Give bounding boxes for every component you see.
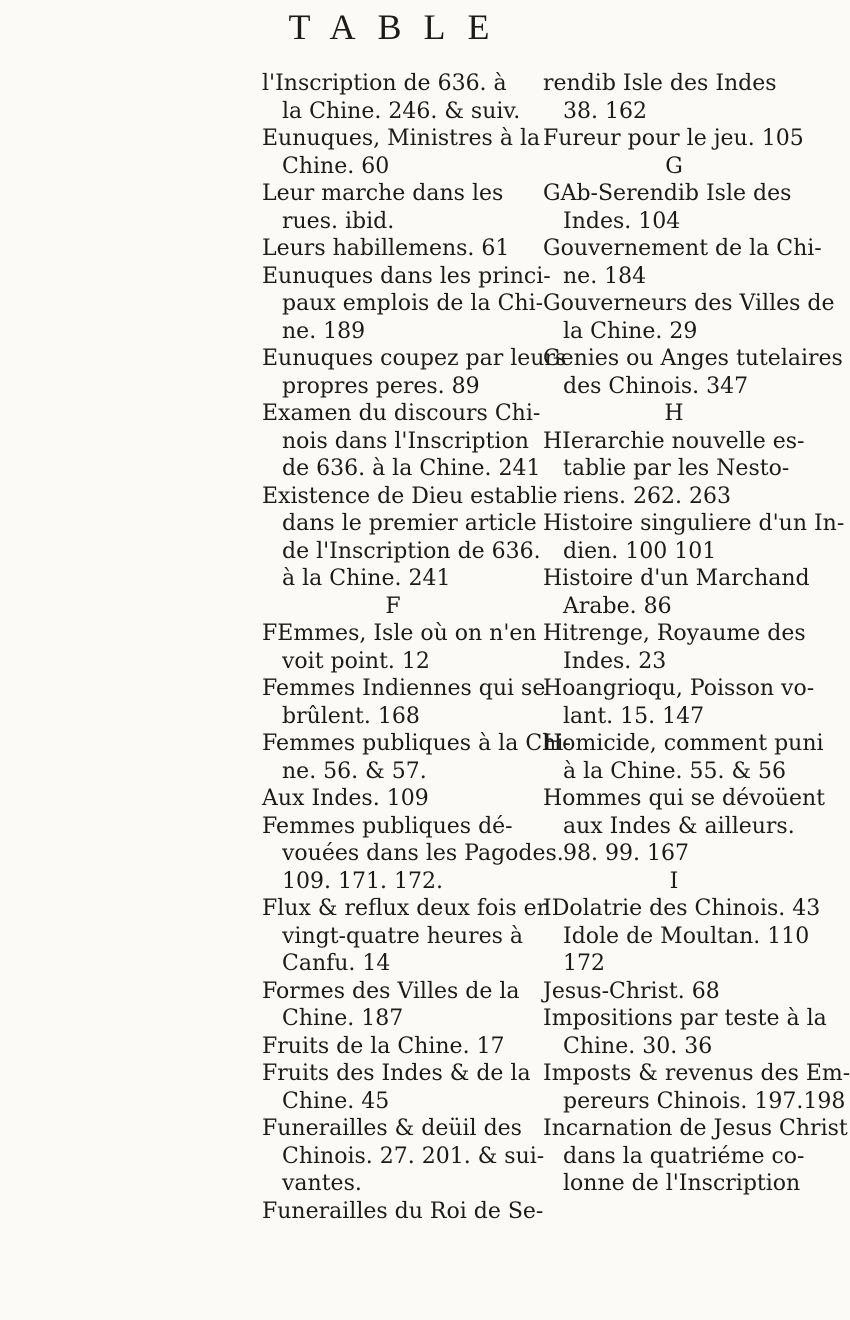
entry-line: Gouvernement de la Chi- — [543, 236, 822, 261]
index-entry — [262, 180, 524, 235]
entry-line: dien. 100 101 — [563, 538, 717, 564]
index-entry — [543, 895, 821, 978]
index-entry — [262, 400, 541, 483]
entry-line: Fruits de la Chine. 17 — [262, 1033, 505, 1059]
index-entry — [262, 1198, 544, 1226]
entry-line: la Chine. 246. & suiv. — [282, 98, 521, 124]
index-entry — [543, 235, 822, 290]
page-heading: TABLE — [288, 7, 512, 47]
entry-line: aux Indes & ailleurs. — [563, 813, 795, 839]
entry-line: dans la quatriéme co- — [563, 1143, 805, 1169]
entry-line: des Chinois. 347 — [563, 373, 749, 399]
entry-line: voit point. 12 — [282, 648, 430, 674]
entry-line: Idole de Moultan. 110 — [563, 923, 810, 949]
entry-line: ne. 56. & 57. — [282, 758, 427, 784]
index-entry — [543, 290, 835, 345]
entry-line: Hommes qui se dévoüent — [543, 786, 826, 811]
index-entry — [543, 428, 805, 511]
index-entry — [543, 1005, 827, 1060]
entry-line: à la Chine. 55. & 56 — [563, 758, 787, 784]
entry-line: Histoire d'un Marchand — [543, 566, 810, 591]
entry-line: propres peres. 89 — [282, 373, 480, 399]
index-entry — [262, 1033, 524, 1061]
index-entry — [262, 125, 541, 180]
index-entry — [543, 785, 826, 868]
entry-line: de 636. à la Chine. 241 — [282, 456, 541, 481]
entry-line: Chinois. 27. 201. & sui- — [282, 1143, 545, 1169]
entry-line: Chine. 187 — [282, 1006, 404, 1031]
entry-line: Hoangrioqu, Poisson vo- — [543, 676, 815, 701]
index-entry — [262, 1060, 531, 1115]
index-entry — [543, 125, 805, 153]
entry-line: la Chine. 29 — [563, 318, 698, 344]
entry-line: Chine. 30. 36 — [563, 1033, 713, 1059]
entry-line: Gouverneurs des Villes de — [543, 291, 835, 316]
entry-line: à la Chine. 241 — [282, 566, 451, 591]
right-column — [543, 70, 850, 1198]
index-entry — [543, 180, 805, 235]
entry-line: Hitrenge, Royaume des — [543, 621, 806, 646]
entry-line: Leur marche dans les — [262, 181, 504, 206]
entry-line: ne. 189 — [282, 318, 366, 344]
entry-line: dans le premier article — [282, 511, 537, 536]
entry-line: Imposts & revenus des Em- — [543, 1061, 850, 1086]
entry-line: Examen du discours Chi- — [262, 401, 541, 426]
section-letter: G — [665, 153, 683, 179]
entry-line: Chine. 60 — [282, 153, 390, 179]
entry-line: vantes. — [282, 1171, 362, 1196]
index-entry — [262, 895, 551, 978]
index-entry — [543, 1115, 848, 1198]
index-entry — [262, 730, 571, 785]
index-entry — [262, 813, 564, 896]
entry-line: 98. 99. 167 — [563, 841, 689, 866]
section-letter: I — [669, 868, 679, 894]
index-entry — [543, 620, 805, 675]
entry-line: paux emplois de la Chi- — [282, 291, 544, 316]
entry-line: Histoire singuliere d'un In- — [543, 511, 845, 536]
entry-line: Canfu. 14 — [282, 951, 391, 976]
entry-line: Eunuques coupez par leurs — [262, 346, 567, 371]
entry-line: Femmes publiques à la Chi- — [262, 731, 571, 756]
entry-line: IDolatrie des Chinois. 43 — [543, 896, 821, 921]
index-entry — [262, 70, 524, 125]
entry-line: Indes. 104 — [563, 208, 681, 234]
index-entry — [543, 345, 843, 400]
entry-line: 109. 171. 172. — [282, 868, 443, 894]
entry-line: Fruits des Indes & de la — [262, 1061, 531, 1086]
entry-line: Aux Indes. 109 — [262, 786, 429, 811]
entry-line: brûlent. 168 — [282, 703, 420, 729]
entry-line: 172 — [563, 951, 605, 976]
index-entry — [262, 785, 524, 813]
index-entry — [262, 483, 558, 593]
index-entry — [262, 345, 567, 400]
entry-line: Eunuques, Ministres à la — [262, 126, 541, 151]
entry-line: Femmes publiques dé- — [262, 813, 513, 839]
entry-line: lonne de l'Inscription — [563, 1171, 801, 1196]
entry-line: Impositions par teste à la — [543, 1006, 827, 1031]
entry-line: tablie par les Nesto- — [563, 456, 790, 481]
entry-line: Arabe. 86 — [563, 593, 672, 619]
entry-line: Formes des Villes de la — [262, 978, 520, 1004]
entry-line: l'Inscription de 636. à — [262, 71, 507, 96]
entry-line: vouées dans les Pagodes. — [282, 841, 564, 866]
index-entry — [543, 510, 845, 565]
index-entry — [543, 565, 810, 620]
index-entry — [543, 70, 805, 125]
entry-line: HIerarchie nouvelle es- — [543, 428, 805, 454]
index-entry — [543, 1060, 850, 1115]
index-entry — [262, 1115, 545, 1198]
entry-line: pereurs Chinois. 197.198 — [563, 1088, 846, 1114]
section-letter: F — [385, 593, 401, 619]
section-letter: H — [664, 401, 684, 426]
entry-line: rues. ibid. — [282, 208, 395, 234]
entry-line: Eunuques dans les princi- — [262, 263, 551, 289]
entry-line: Indes. 23 — [563, 648, 667, 674]
entry-line: Incarnation de Jesus Christ — [543, 1116, 848, 1141]
entry-line: Chine. 45 — [282, 1088, 390, 1114]
index-entry — [262, 675, 546, 730]
entry-line: Funerailles du Roi de Se- — [262, 1198, 544, 1224]
entry-line: Homicide, comment puni — [543, 731, 824, 756]
index-entry — [262, 263, 551, 346]
entry-line: riens. 262. 263 — [563, 483, 731, 509]
entry-line: Leurs habillemens. 61 — [262, 236, 510, 261]
entry-line: Funerailles & deüil des — [262, 1116, 522, 1141]
index-entry — [543, 978, 805, 1006]
entry-line: lant. 15. 147 — [563, 703, 705, 729]
entry-line: rendib Isle des Indes — [543, 71, 777, 96]
entry-line: de l'Inscription de 636. — [282, 538, 541, 564]
entry-line: Fureur pour le jeu. 105 — [543, 126, 804, 151]
index-entry — [262, 620, 537, 675]
entry-line: Flux & reflux deux fois en — [262, 896, 551, 921]
index-entry — [262, 235, 524, 263]
index-entry — [543, 730, 824, 785]
entry-line: Genies ou Anges tutelaires — [543, 346, 843, 371]
index-entry — [543, 675, 815, 730]
entry-line: FEmmes, Isle où on n'en — [262, 621, 537, 646]
entry-line: nois dans l'Inscription — [282, 428, 529, 454]
entry-line: vingt-quatre heures à — [282, 923, 524, 949]
entry-line: Femmes Indiennes qui se — [262, 676, 546, 701]
entry-line: Jesus-Christ. 68 — [543, 978, 720, 1004]
entry-line: 38. 162 — [563, 98, 647, 124]
entry-line: GAb-Serendib Isle des — [543, 181, 792, 206]
left-column — [262, 70, 571, 1225]
entry-line: Existence de Dieu establie — [262, 483, 558, 509]
index-entry — [262, 978, 524, 1033]
entry-line: ne. 184 — [563, 263, 647, 289]
